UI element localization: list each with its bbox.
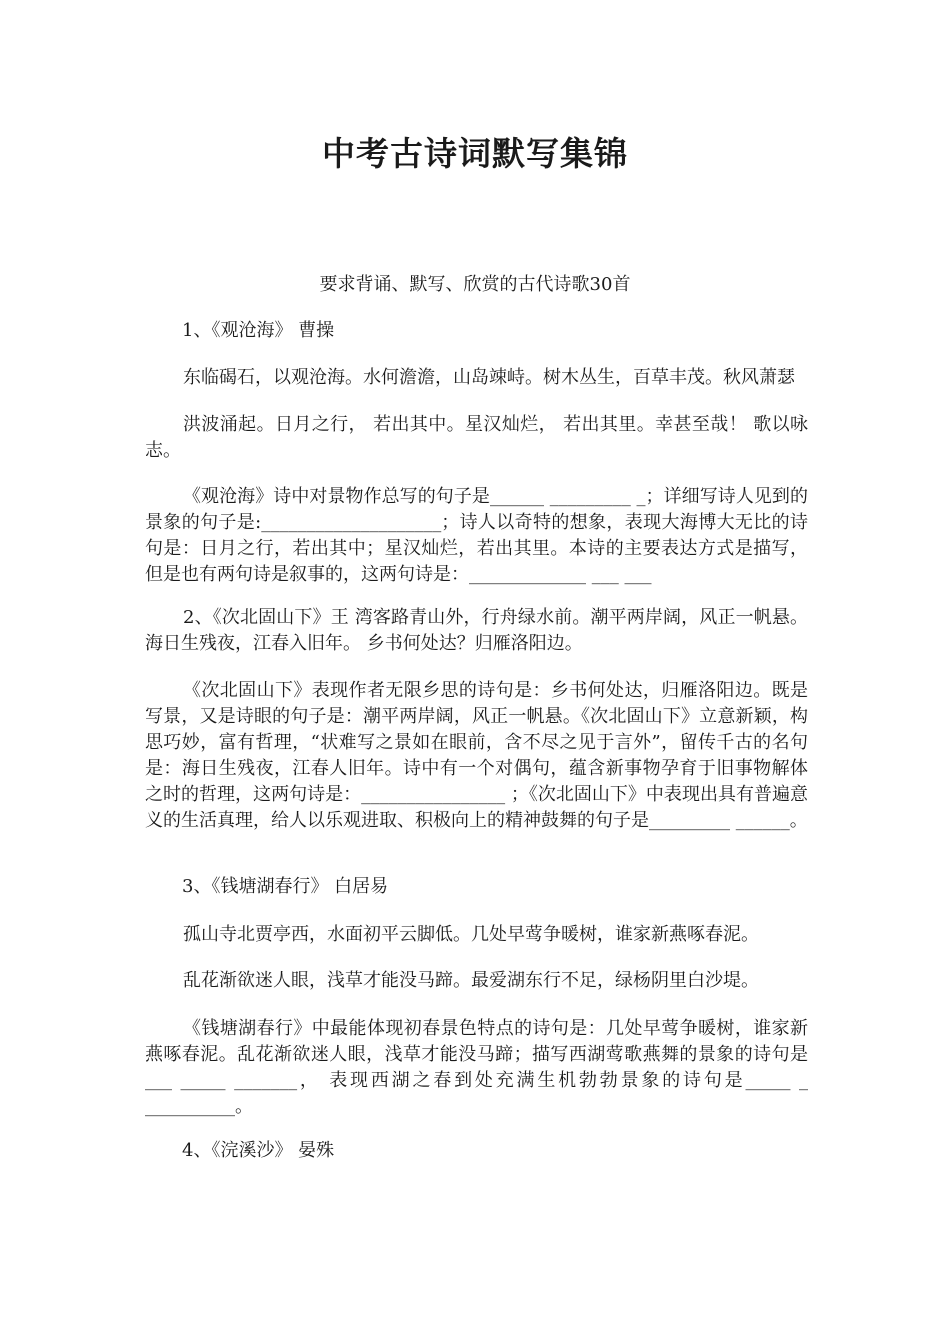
poem-3-exercise: 《钱塘湖春行》中最能体现初春景色特点的诗句是：几处早莺争暖树，谁家新燕啄春泥。乱花渐欲迷人眼，浅草才能没马蹄；描写西湖莺歌燕舞的景象的诗句是___ _____ _______， 表现西湖之春到处充满生机勃勃景象的诗句是_____ _ __________。 (145, 1018, 808, 1117)
poem-1-heading: 1、《观沧海》 曹操 (182, 320, 335, 341)
poem-3-line-1: 孤山寺北贾亭西，水面初平云脚低。几处早莺争暖树，谁家新燕啄春泥。 (183, 924, 759, 945)
poem-3-line-2: 乱花渐欲迷人眼，浅草才能没马蹄。最爱湖东行不足，绿杨阴里白沙堤。 (183, 970, 759, 991)
poem-1-line-1: 东临碣石，以观沧海。水何澹澹，山岛竦峙。树木丛生，百草丰茂。秋风萧瑟 (183, 367, 795, 388)
document-subtitle: 要求背诵、默写、欣赏的古代诗歌30首 (319, 274, 631, 295)
poem-3-heading: 3、《钱塘湖春行》 白居易 (182, 876, 389, 897)
poem-2-text: 2、《次北固山下》王 湾客路青山外，行舟绿水前。潮平两岸阔，风正一帆悬。海日生残夜，江春入旧年。 乡书何处达？归雁洛阳边。 (145, 607, 808, 654)
poem-4-heading: 4、《浣溪沙》 晏殊 (182, 1140, 335, 1161)
poem-2-exercise: 《次北固山下》表现作者无限乡思的诗句是：乡书何处达，归雁洛阳边。既是写景，又是诗眼的句子是：潮平两岸阔，风正一帆悬。《次北固山下》立意新颖，构思巧妙，富有哲理，“状难写之景如在眼前，含不尽之见于言外”，留传千古的名句是：海日生残夜，江春人旧年。诗中有一个对偶句，蕴含新事物孕育于旧事物解体之时的哲理，这两句诗是：________________ ；《次北固山下》中表现出具有普遍意义的生活真理，给人以乐观进取、积极向上的精神鼓舞的句子是_________ ______。 (145, 680, 808, 831)
poem-1-exercise: 《观沧海》诗中对景物作总写的句子是______ _________ _；详细写诗人见到的景象的句子是:____________________；诗人以奇特的想象，表现大海博大无比的诗句是：日月之行，若出其中；星汉灿烂，若出其里。本诗的主要表达方式是描写，但是也有两句诗是叙事的，这两句诗是：_____________ ___ ___ (145, 486, 808, 585)
poem-1-line-2: 洪波涌起。日月之行， 若出其中。星汉灿烂， 若出其里。幸甚至哉！ 歌以咏志。 (145, 414, 808, 461)
document-title: 中考古诗词默写集锦 (322, 134, 628, 173)
